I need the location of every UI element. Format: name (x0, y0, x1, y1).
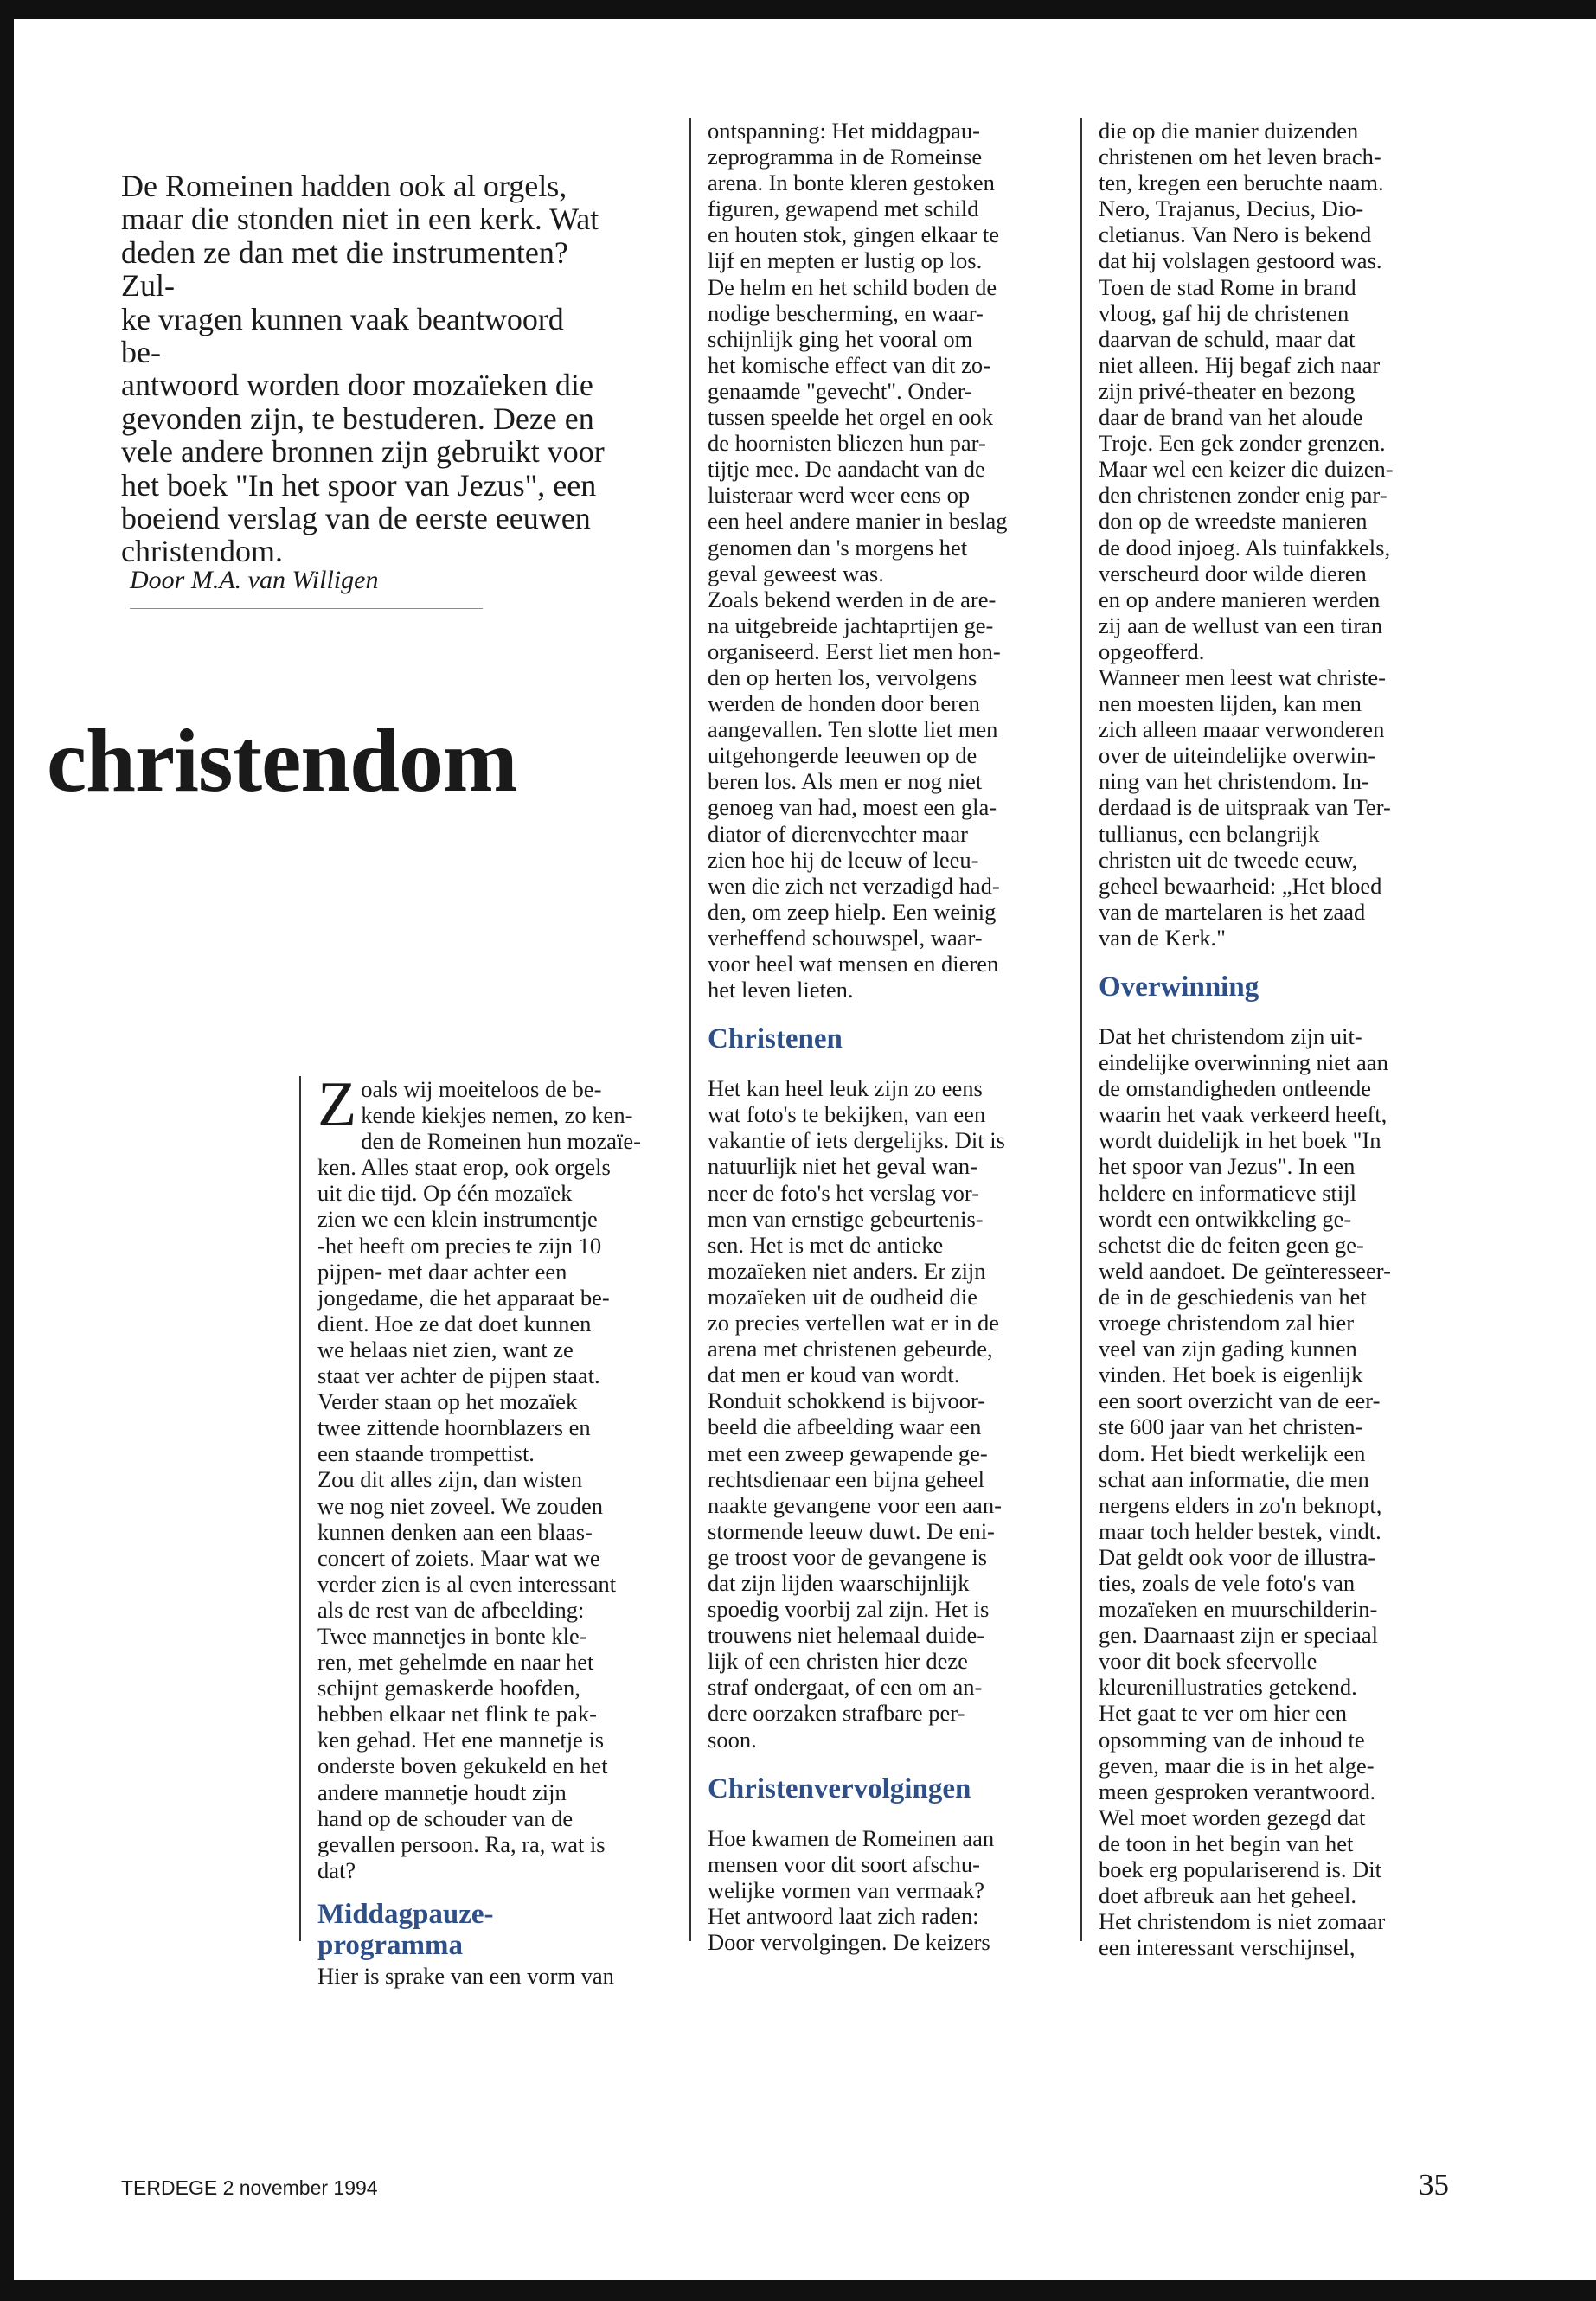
heading-overwinning: Overwinning (1099, 971, 1259, 1003)
column-rule-1 (299, 1076, 301, 1941)
column-1-paragraph-2: Hier is sprake van een vorm van (317, 1962, 614, 1989)
byline-rule (130, 608, 483, 609)
drop-cap: Z (317, 1069, 357, 1140)
column-2-paragraph-3: Hoe kwamen de Romeinen aan mensen voor dit soort afschu- welijke vormen van vermaak? Het antwoord laat zich raden: Door vervolgingen. De keizers (708, 1824, 995, 1955)
headline: christendom (47, 711, 517, 811)
column-2-paragraph-1: ontspanning: Het middagpau- zeprogramma in de Romeinse arena. In bonte kleren gestoken figuren, gewapend met schild en houten stok, gingen elkaar te lijf en mepten er lustig op los. De helm en het schild boden de nodige bescherming, en waar- schijnlijk ging het vooral om het komische effect van dit zo- genaamde "gevecht". Onder- tussen speelde het orgel en ook de hoornisten bliezen hun par- tijtje mee. De aandacht van de luisteraar werd weer eens op een heel andere manier in beslag genomen dan 's morgens het geval geweest was. Zoals bekend werden in de are- na uitgebreide jachtaprtijen ge- organiseerd. Eerst liet men hon- den op herten los, vervolgens werden de honden door beren aangevallen. Ten slotte liet men uitgehongerde leeuwen op de beren los. Als men er nog niet genoeg van had, moest een gla- diator of dierenvechter maar zien hoe hij de leeuw of leeu- wen die zich net verzadigd had- den, om zeep hielp. Een weinig verheffend schouwspel, waar- voor heel wat mensen en dieren het leven lieten. (708, 118, 1008, 1003)
column-1-paragraph-1 (317, 1069, 670, 1883)
byline: Door M.A. van Willigen (130, 566, 379, 594)
scan-edge-top (0, 0, 1596, 19)
column-1 (317, 1069, 670, 1989)
column-rule-3 (1080, 118, 1082, 1941)
column-rule-2 (689, 118, 691, 1941)
column-3-paragraph-1: die op die manier duizenden christenen om het leven brach- ten, kregen een beruchte naam. Nero, Trajanus, Decius, Dio- cletianus. Van Nero is bekend dat hij volslagen gestoord was. Toen de stad Rome in brand vloog, gaf hij de christenen daarvan de schuld, maar dat niet alleen. Hij begaf zich naar zijn privé-theater en bezong daar de brand van het aloude Troje. Een gek zonder grenzen. Maar wel een keizer die duizen- den christenen zonder enig par- don op de wreedste manieren de dood injoeg. Als tuinfakkels, verscheurd door wilde dieren en op andere manieren werden zij aan de wellust van een tiran opgeofferd. Wanneer men leest wat christe- nen moesten lijden, kan men zich alleen maaar verwonderen over de uiteindelijke overwin- ning van het christendom. In- derdaad is de uitspraak van Ter- tullianus, een belangrijk christen uit de tweede eeuw, geheel bewaarheid: „Het bloed van de martelaren is het zaad van de Kerk." (1099, 118, 1394, 951)
heading-christenvervolgingen: Christenvervolgingen (708, 1772, 971, 1804)
heading-middagpauze: Middagpauze- programma (317, 1898, 494, 1961)
page-number: 35 (1419, 2168, 1449, 2202)
heading-christenen: Christenen (708, 1023, 843, 1055)
scan-edge-left (0, 0, 14, 2301)
intro-text: De Romeinen hadden ook al orgels, maar die stonden niet in een kerk. Wat deden ze dan met die instrumenten? Zul- ke vragen kunnen vaak beantwoord be- antwoord worden door mozaïeken die gevonden zijn, te bestuderen. Deze en vele andere bronnen zijn gebruikt voor het boek "In het spoor van Jezus", een boeiend verslag van de eerste eeuwen christendom. (121, 169, 605, 569)
column-2-paragraph-2: Het kan heel leuk zijn zo eens wat foto's te bekijken, van een vakantie of iets dergelijks. Dit is natuurlijk niet het geval wan- neer de foto's het verslag vor- men van ernstige gebeurtenis- sen. Het is met de antieke mozaïeken niet anders. Er zijn mozaïeken uit de oudheid die zo precies vertellen wat er in de arena met christenen gebeurde, dat men er koud van wordt. Ronduit schokkend is bijvoor- beeld die afbeelding waar een met een zweep gewapende ge- rechtsdienaar een bijna geheel naakte gevangene voor een aan- stormende leeuw duwt. De eni- ge troost voor de gevangene is dat zijn lijden waarschijnlijk spoedig voorbij zal zijn. Het is trouwens niet helemaal duide- lijk of een christen hier deze straf ondergaat, of een om an- dere oorzaken strafbare per- soon. (708, 1075, 1005, 1753)
column-1-text: oals wij moeiteloos de be- kende kiekjes nemen, zo ken- den de Romeinen hun mozaïe- ken. Alles staat erop, ook orgels uit die tijd. Op één mozaïek zien we een klein instrumentje -het heeft om precies te zijn 10 pijpen- met daar achter een jongedame, die het apparaat be- dient. Hoe ze dat doet kunnen we helaas niet zien, want ze staat ver achter de pijpen staat. Verder staan op het mozaïek twee zittende hoornblazers en een staande trompettist. Zou dit alles zijn, dan wisten we nog niet zoveel. We zouden kunnen denken aan een blaas- concert of zoiets. Maar wat we verder zien is al even interessant als de rest van de afbeelding: Twee mannetjes in bonte kle- ren, met gehelmde en naar het schijnt gemaskerde hoofden, hebben elkaar net flink te pak- ken gehad. Het ene mannetje is onderste boven gekukeld en het andere mannetje houdt zijn hand op de schouder van de gevallen persoon. Ra, ra, wat is dat? (317, 1076, 641, 1883)
column-3 (1099, 118, 1455, 1960)
footer-publication: TERDEGE 2 november 1994 (121, 2176, 378, 2199)
column-3-paragraph-2: Dat het christendom zijn uit- eindelijke overwinning niet aan de omstandigheden ontleende waarin het vaak verkeerd heeft, wordt duidelijk in het boek "In het spoor van Jezus". In een heldere en informatieve stijl wordt een ontwikkeling ge- schetst die de feiten geen ge- weld aandoet. De geïnteresseer- de in de geschiedenis van het vroege christendom zal hier veel van zijn gading kunnen vinden. Het boek is eigenlijk een soort overzicht van de eer- ste 600 jaar van het christen- dom. Het biedt werkelijk een schat aan informatie, die men nergens elders in zo'n beknopt, maar toch helder bestek, vindt. Dat geldt ook voor de illustra- ties, zoals de vele foto's van mozaïeken en muurschilderin- gen. Daarnaast zijn er speciaal voor dit boek sfeervolle kleurenillustraties getekend. Het gaat te ver om hier een opsomming van de inhoud te geven, maar die is in het alge- meen gesproken verantwoord. Wel moet worden gezegd dat de toon in het begin van het boek erg populariserend is. Dit doet afbreuk aan het geheel. Het christendom is niet zomaar een interessant verschijnsel, (1099, 1023, 1391, 1961)
column-2 (708, 118, 1062, 1955)
scan-edge-bottom (0, 2280, 1596, 2301)
